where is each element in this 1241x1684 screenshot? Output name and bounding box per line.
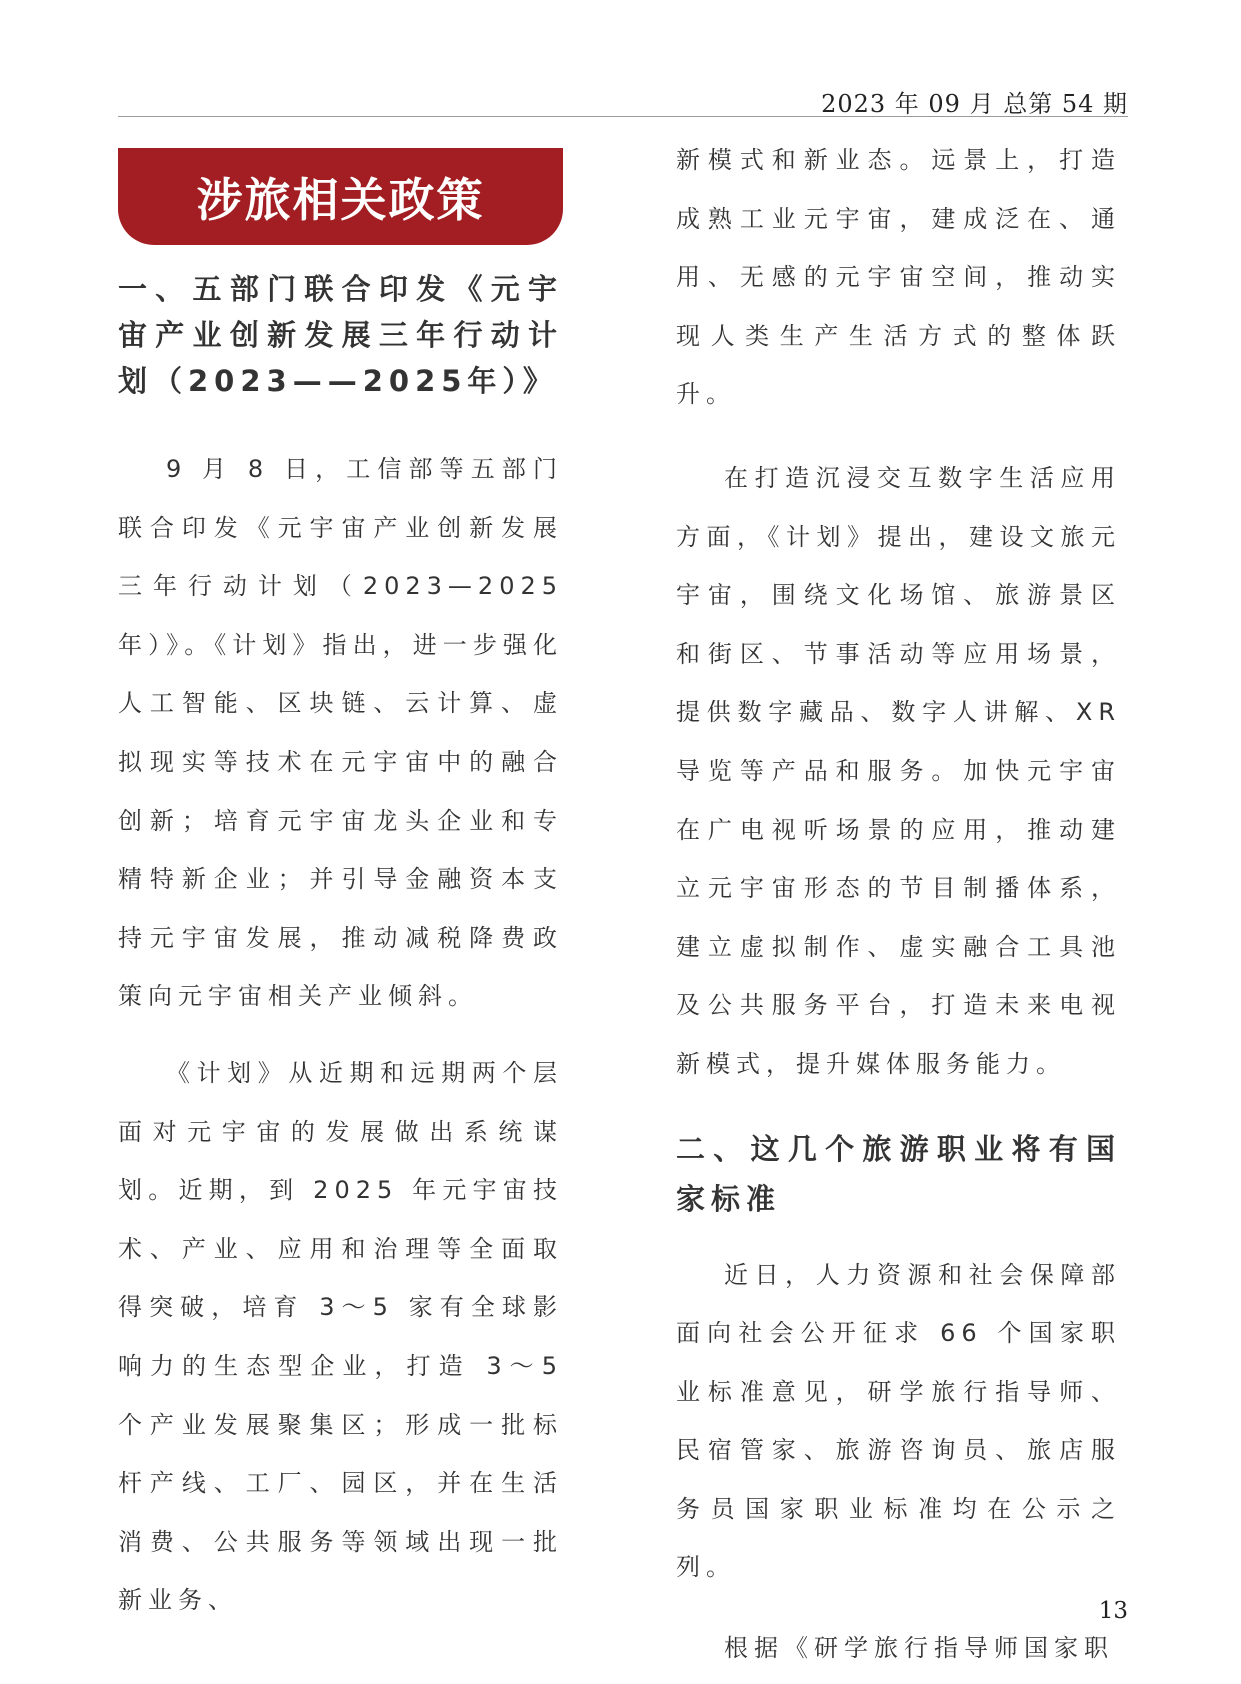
article-heading-2: 二、这几个旅游职业将有国家标准	[676, 1131, 1121, 1216]
section-banner	[118, 148, 563, 245]
right-column	[676, 131, 1121, 1678]
paragraph: 《计划》从近期和远期两个层面对元宇宙的发展做出系统谋划。近期，到 2025 年元宇宙技术、产业、应用和治理等全面取得突破，培育 3～5 家有全球影响力的生态型企业，打造 3～5 个产业发展聚集区；形成一批标杆产线、工厂、园区，并在生活消费、公共服务等领域出现一批新业务、	[118, 1058, 563, 1615]
section-title: 涉旅相关政策	[196, 172, 485, 227]
running-header	[118, 84, 1128, 117]
paragraph: 9 月 8 日，工信部等五部门联合印发《元宇宙产业创新发展三年行动计划（2023—2025年）》。《计划》指出，进一步强化人工智能、区块链、云计算、虚拟现实等技术在元宇宙中的融合创新；培育元宇宙龙头企业和专精特新企业；并引导金融资本支持元宇宙发展，推动减税降费政策向元宇宙相关产业倾斜。	[118, 455, 563, 1011]
issue-label: 2023 年 09 月 总第 54 期	[821, 90, 1128, 118]
page-number: 13	[1098, 1598, 1128, 1624]
paragraph: 在打造沉浸交互数字生活应用方面，《计划》提出，建设文旅元宇宙，围绕文化场馆、旅游景区和街区、节事活动等应用场景，提供数字藏品、数字人讲解、XR 导览等产品和服务。加快元宇宙在广电视听场景的应用，推动建立元宇宙形态的节目制播体系，建立虚拟制作、虚实融合工具池及公共服务平台，打造未来电视新模式，提升媒体服务能力。	[676, 463, 1121, 1078]
article-heading-1: 一、五部门联合印发《元宇宙产业创新发展三年行动计划（2023——2025年）》	[118, 272, 563, 398]
paragraph: 近日，人力资源和社会保障部面向社会公开征求 66 个国家职业标准意见，研学旅行指导师、民宿管家、旅游咨询员、旅店服务员国家职业标准均在公示之列。	[676, 1260, 1121, 1582]
left-column	[118, 266, 563, 1630]
paragraph: 新模式和新业态。远景上，打造成熟工业元宇宙，建成泛在、通用、无感的元宇宙空间，推动实现人类生产生活方式的整体跃升。	[676, 146, 1121, 409]
paragraph: 根据《研学旅行指导师国家职	[724, 1634, 1114, 1663]
